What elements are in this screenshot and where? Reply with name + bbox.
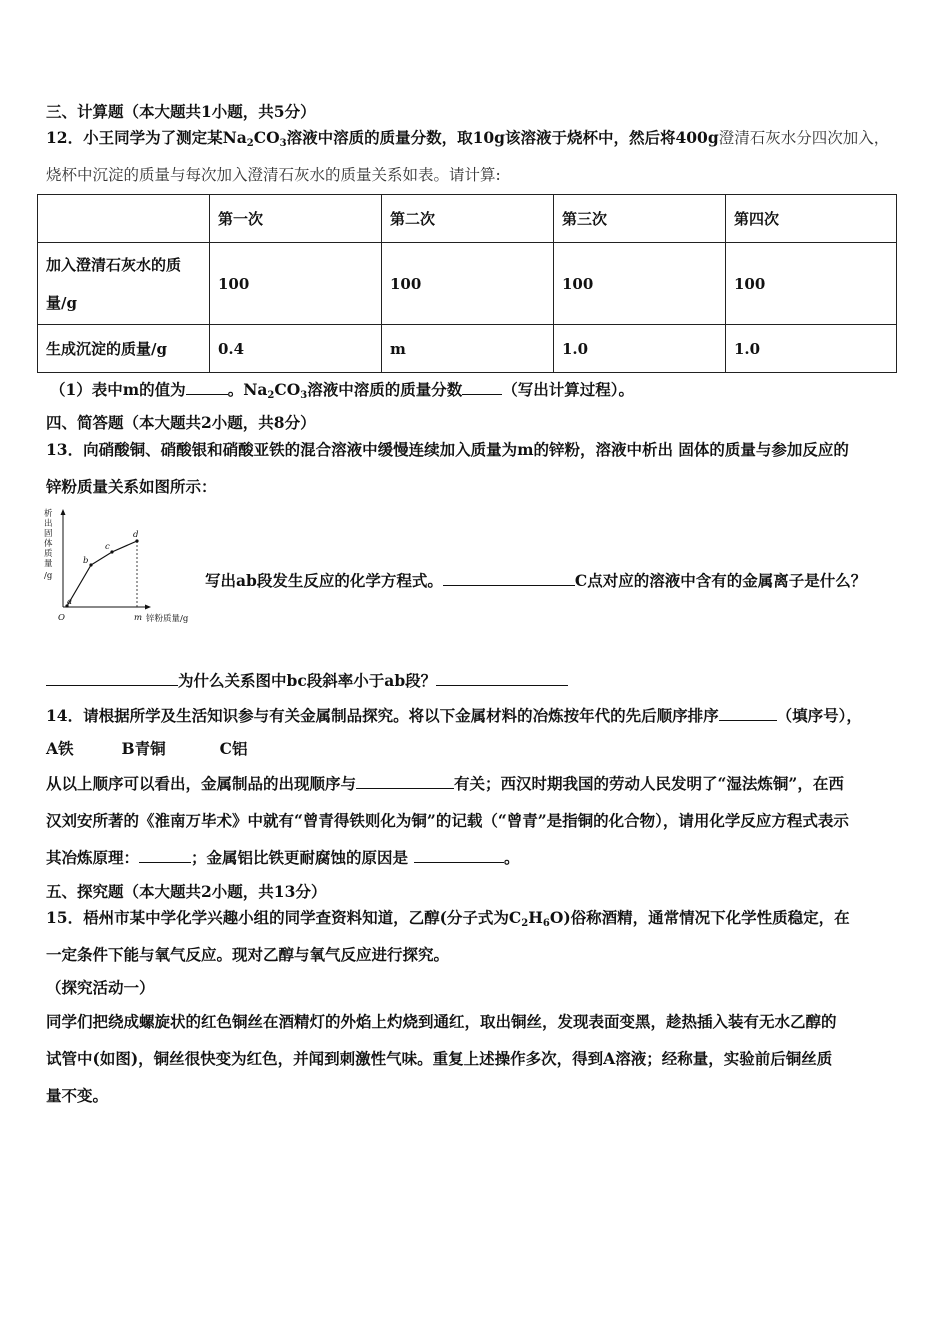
x-axis-arrow bbox=[145, 605, 151, 610]
graph-curve bbox=[67, 541, 137, 606]
q14-options bbox=[46, 739, 247, 759]
y-axis-label bbox=[44, 508, 53, 581]
point-b bbox=[89, 563, 92, 566]
q14-line3: 从以上顺序可以看出，金属制品的出现顺序与 有关；西汉时期我国的劳动人民发明了“湿法炼铜”，在西 bbox=[46, 774, 844, 793]
label-d: d bbox=[133, 530, 139, 540]
y-label-char: 量 bbox=[44, 559, 53, 569]
table-cell: 100 bbox=[210, 243, 382, 325]
table-row bbox=[38, 325, 897, 373]
label-c: c bbox=[105, 542, 110, 552]
point-c bbox=[110, 550, 113, 553]
q12-sub1: （1）表中m的值为 。$Na_2CO_3$溶液中溶质的质量分数 （写出计算过程）。 bbox=[50, 380, 634, 401]
option-b: B青铜 bbox=[121, 739, 166, 758]
q12-line1: 12．小王同学为了测定某$Na_2CO_3$溶液中溶质的质量分数，取10g该溶液于烧杯中，然后将400g澄清石灰水分四次加入， bbox=[46, 128, 890, 149]
q15-line2: 一定条件下能与氧气反应。现对乙醇与氧气反应进行探究。 bbox=[46, 945, 450, 964]
q14-line5: 其冶炼原理： ；金属铝比铁更耐腐蚀的原因是 。 bbox=[46, 848, 520, 867]
origin-label: O bbox=[58, 613, 65, 623]
y-label-char: 体 bbox=[44, 539, 53, 549]
option-c: C铝 bbox=[219, 739, 248, 758]
table-cell bbox=[38, 195, 210, 243]
q14-line4: 汉刘安所著的《淮南万毕术》中就有“曾青得铁则化为铜”的记载（“曾青”是指铜的化合物），请用化学反应方程式表示 bbox=[46, 811, 849, 830]
row-label: 加入澄清石灰水的质 量/g bbox=[38, 243, 210, 325]
table-cell: 100 bbox=[726, 243, 897, 325]
section5-title: 五、探究题（本大题共2小题，共13分） bbox=[46, 882, 327, 901]
label-b: b bbox=[83, 556, 89, 566]
table-header-row bbox=[38, 195, 897, 243]
q15-line5: 试管中(如图)，铜丝很快变为红色，并闻到刺激性气味。重复上述操作多次，得到A溶液；经称量，实验前后铜丝质 bbox=[46, 1049, 833, 1068]
table-cell: 1.0 bbox=[554, 325, 726, 373]
table-header-cell: 第三次 bbox=[554, 195, 726, 243]
zinc-mass-graph bbox=[40, 508, 205, 628]
y-label-char: 析 bbox=[44, 509, 53, 519]
section4-title: 四、简答题（本大题共2小题，共8分） bbox=[46, 413, 316, 432]
q15-activity: （探究活动一） bbox=[46, 978, 155, 997]
table-header-cell: 第四次 bbox=[726, 195, 897, 243]
label-a: a bbox=[67, 597, 73, 607]
x-mark-m: m bbox=[134, 613, 143, 623]
q13-line1: 13．向硝酸铜、硝酸银和硝酸亚铁的混合溶液中缓慢连续加入质量为m的锌粉，溶液中析出 固体的质量与参加反应的 bbox=[46, 440, 849, 459]
table-cell: 1.0 bbox=[726, 325, 897, 373]
q12-line2: 烧杯中沉淀的质量与每次加入澄清石灰水的质量关系如表。请计算: bbox=[46, 166, 501, 184]
table-header-cell: 第一次 bbox=[210, 195, 382, 243]
table-cell: 0.4 bbox=[210, 325, 382, 373]
table-cell: m bbox=[382, 325, 554, 373]
option-a: A铁 bbox=[46, 739, 74, 758]
q13-line4: 为什么关系图中bc段斜率小于ab段？ bbox=[46, 671, 568, 691]
x-axis-label: 锌粉质量/g bbox=[146, 614, 189, 624]
section3-title: 三、计算题（本大题共1小题，共5分） bbox=[46, 102, 316, 121]
y-label-char: 质 bbox=[44, 549, 53, 559]
q13-line2: 锌粉质量关系如图所示： bbox=[46, 477, 217, 496]
table-cell: 100 bbox=[382, 243, 554, 325]
q13-line3: 写出ab段发生反应的化学方程式。 C点对应的溶液中含有的金属离子是什么？ bbox=[205, 571, 867, 590]
q15-line1: 15．梧州市某中学化学兴趣小组的同学查资料知道，乙醇(分子式为$C_2H_6O$)俗称酒精，通常情况下化学性质稳定，在 bbox=[46, 908, 850, 929]
q15-line4: 同学们把绕成螺旋状的红色铜丝在酒精灯的外焰上灼烧到通红，取出铜丝，发现表面变黑，趁热插入装有无水乙醇的 bbox=[46, 1012, 837, 1031]
q14-line1: 14．请根据所学及生活知识参与有关金属制品探究。将以下金属材料的冶炼按年代的先后顺序排序 （填序号）， bbox=[46, 706, 862, 725]
table-row bbox=[38, 243, 897, 325]
y-axis-arrow bbox=[61, 509, 66, 515]
y-label-char: 固 bbox=[44, 529, 53, 539]
row-label: 生成沉淀的质量/g bbox=[38, 325, 210, 373]
q15-line6: 量不变。 bbox=[46, 1086, 109, 1105]
y-label-char: /g bbox=[44, 571, 53, 581]
q12-table bbox=[37, 194, 897, 373]
y-label-char: 出 bbox=[44, 519, 53, 529]
table-header-cell: 第二次 bbox=[382, 195, 554, 243]
table-cell: 100 bbox=[554, 243, 726, 325]
